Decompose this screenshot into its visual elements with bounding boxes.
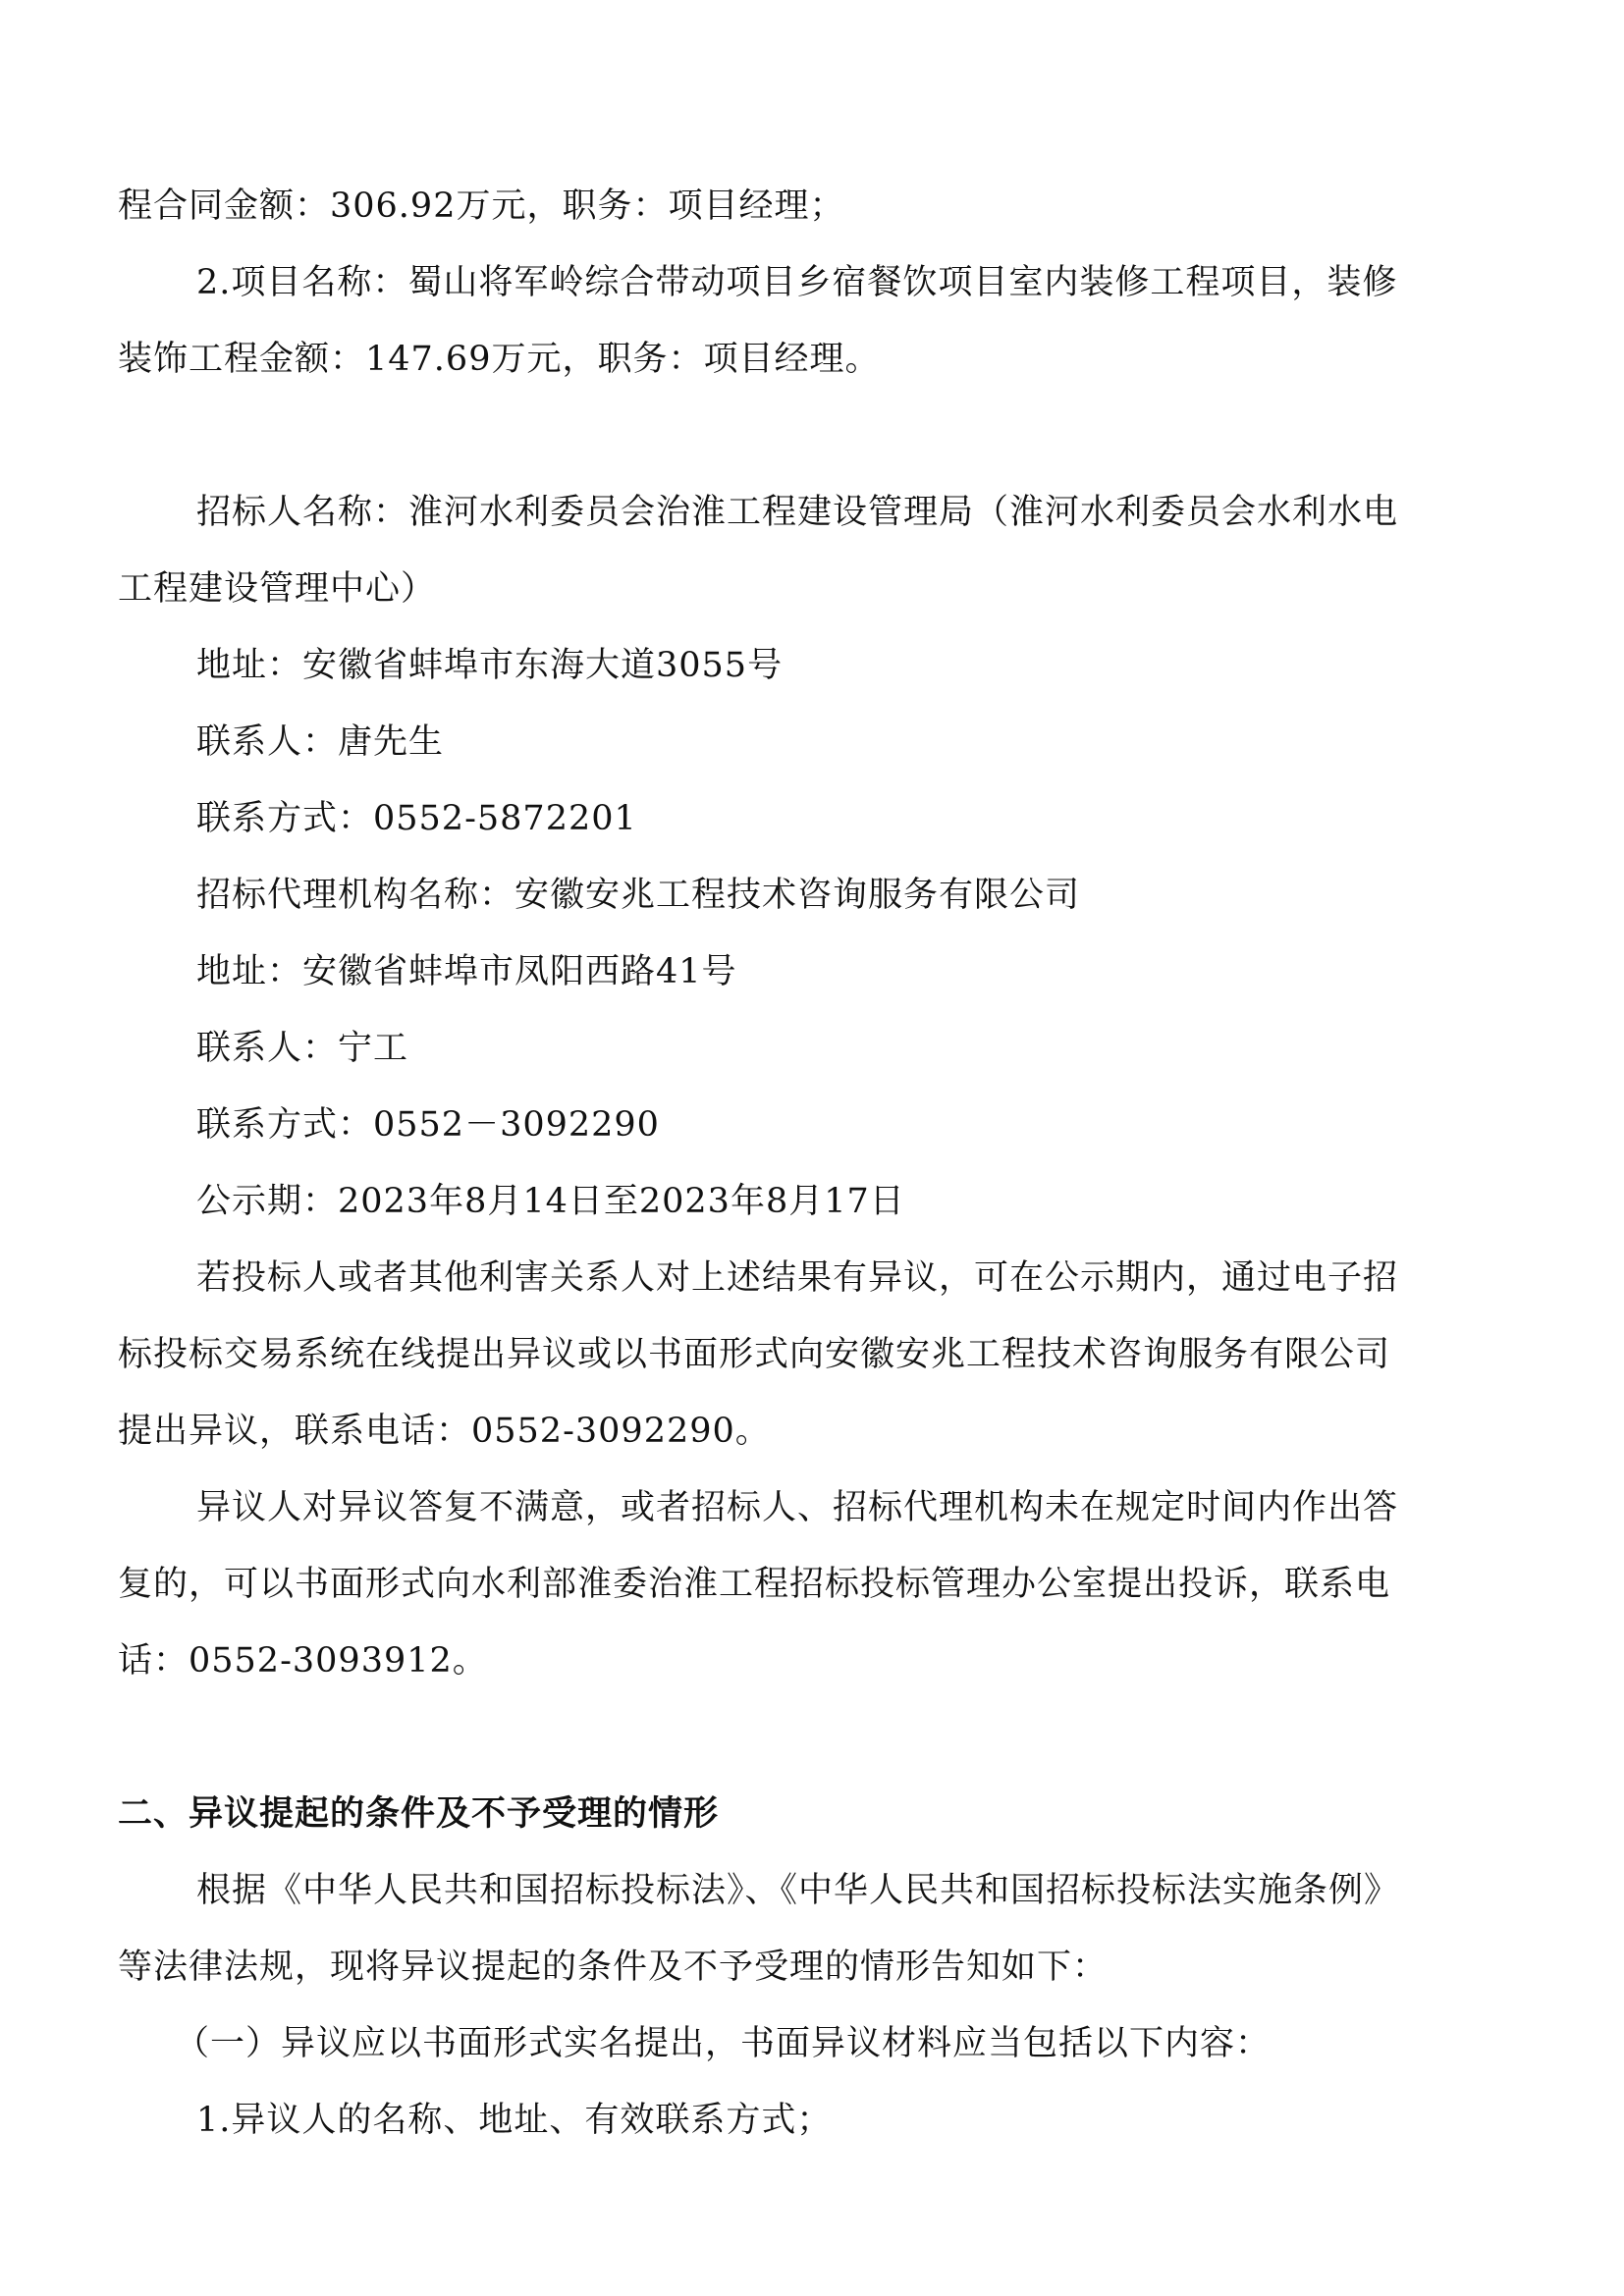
text-line: 复的，可以书面形式向水利部淮委治淮工程招标投标管理办公室提出投诉，联系电: [118, 1565, 1391, 1604]
text-line: 2.项目名称：蜀山将军岭综合带动项目乡宿餐饮项目室内装修工程项目，装修: [196, 263, 1398, 302]
text-line: 工程建设管理中心）: [118, 569, 437, 609]
text-line: 异议人对异议答复不满意，或者招标人、招标代理机构未在规定时间内作出答: [196, 1488, 1399, 1527]
text-line: 联系人：唐先生: [196, 722, 445, 762]
text-line: 地址：安徽省蚌埠市凤阳西路41号: [196, 952, 737, 991]
text-line: 1.异议人的名称、地址、有效联系方式；: [196, 2101, 833, 2140]
text-line: 根据《中华人民共和国招标投标法》、《中华人民共和国招标投标法实施条例》: [196, 1871, 1400, 1910]
text-line: 公示期：2023年8月14日至2023年8月17日: [196, 1182, 905, 1221]
text-line: 标投标交易系统在线提出异议或以书面形式向安徽安兆工程技术咨询服务有限公司: [118, 1335, 1391, 1374]
text-line: 联系方式：0552－3092290: [196, 1105, 660, 1145]
text-line: 等法律法规，现将异议提起的条件及不予受理的情形告知如下：: [118, 1948, 1109, 1987]
text-line: 联系方式：0552-5872201: [196, 799, 637, 838]
text-line: 程合同金额：306.92万元，职务：项目经理；: [118, 187, 845, 226]
text-line: 话：0552-3093912。: [118, 1641, 488, 1681]
text-line: 招标代理机构名称：安徽安兆工程技术咨询服务有限公司: [196, 876, 1081, 915]
text-line: 联系人：宁工: [196, 1029, 409, 1068]
text-line: 招标人名称：淮河水利委员会治淮工程建设管理局（淮河水利委员会水利水电: [196, 493, 1399, 532]
text-line: 若投标人或者其他利害关系人对上述结果有异议，可在公示期内，通过电子招: [196, 1258, 1399, 1298]
text-line: 提出异议，联系电话：0552-3092290。: [118, 1412, 771, 1451]
text-line: 装饰工程金额：147.69万元，职务：项目经理。: [118, 340, 881, 379]
text-line: （一）异议应以书面形式实名提出，书面异议材料应当包括以下内容：: [175, 2024, 1272, 2063]
text-line: 地址：安徽省蚌埠市东海大道3055号: [196, 646, 784, 685]
section-heading: 二、异议提起的条件及不予受理的情形: [118, 1794, 720, 1834]
